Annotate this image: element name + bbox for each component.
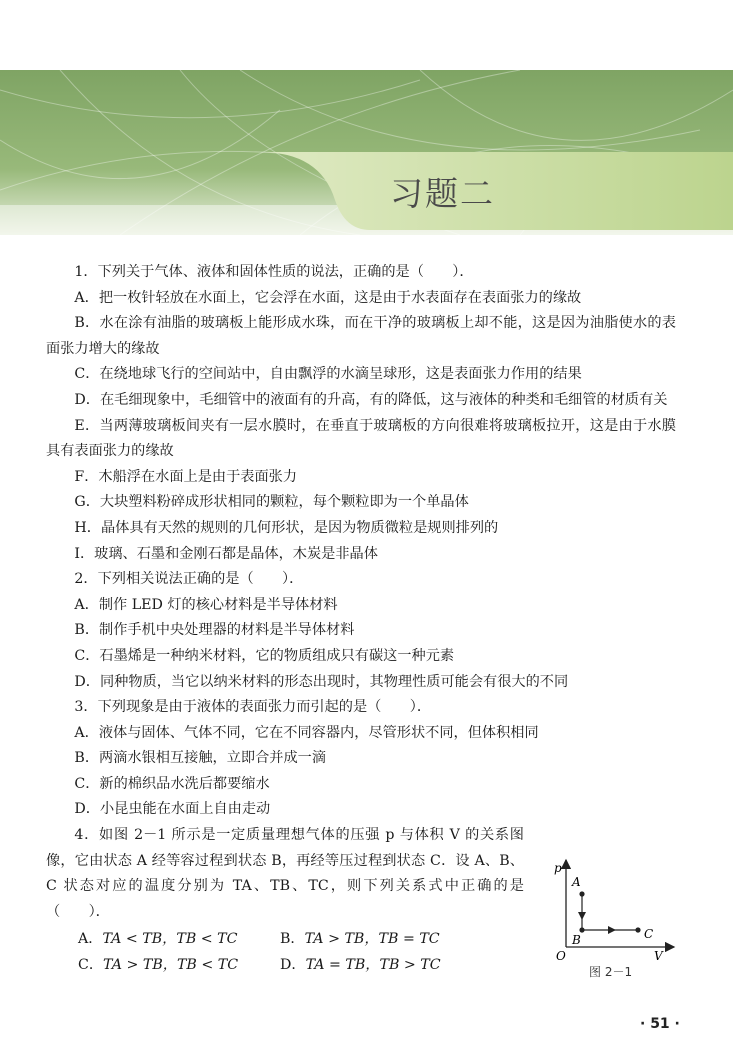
q1-option-d: D．在毛细现象中，毛细管中的液面有的升高，有的降低，这与液体的种类和毛细管的材质有关: [74, 391, 668, 408]
q1-option-h: H．晶体具有天然的规则的几何形状，是因为物质微粒是规则排列的: [74, 519, 499, 536]
point-a-label: A: [572, 875, 581, 889]
q2-option-c: C．石墨烯是一种纳米材料，它的物质组成只有碳这一种元素: [74, 647, 455, 664]
q1-option-c: C．在绕地球飞行的空间站中，自由飘浮的水滴呈球形，这是表面张力作用的结果: [74, 366, 582, 383]
q4-option-d: D．TA = TB，TB > TC: [280, 957, 441, 974]
point-b-dot: [579, 927, 584, 932]
q1-option-a: A．把一枚针轻放在水面上，它会浮在水面，这是由于水表面存在表面张力的缘故: [74, 289, 582, 306]
question-4-stem: 4．如图 2－1 所示是一定质量理想气体的压强 p 与体积 V 的关系图像，它由状态 A 经等容过程到状态 B，再经等压过程到状态 C．设 A、B、C 状态对应的温度分别为 TA、TB、TC，则下列关系式中正确的是（ ）．: [46, 827, 524, 920]
point-b-label: B: [572, 933, 581, 947]
q4-option-a: A．TA < TB，TB < TC: [78, 931, 238, 948]
q1-option-e: E．当两薄玻璃板间夹有一层水膜时，在垂直于玻璃板的方向很难将玻璃板拉开，这是由于水膜具有表面张力的缘故: [46, 417, 676, 460]
q1-option-g: G．大块塑料粉碎成形状相同的颗粒，每个颗粒即为一个单晶体: [74, 494, 469, 511]
q3-option-c: C．新的棉织品水洗后都要缩水: [74, 775, 270, 792]
q4-option-b: B．TA > TB，TB = TC: [280, 931, 440, 948]
figure-caption: 图 2－1: [589, 965, 633, 979]
q1-option-i: I．玻璃、石墨和金刚石都是晶体，木炭是非晶体: [74, 545, 378, 562]
page-number: · 51 ·: [640, 1016, 680, 1032]
q3-option-a: A．液体与固体、气体不同，它在不同容器内，尽管形状不同，但体积相同: [74, 724, 539, 741]
axis-y-label: p: [554, 861, 562, 875]
q2-option-a: A．制作 LED 灯的核心材料是半导体材料: [74, 596, 338, 613]
axis-x-label: V: [654, 949, 663, 963]
q2-option-b: B．制作手机中央处理器的材料是半导体材料: [74, 622, 355, 639]
question-4: [46, 823, 524, 925]
q2-option-d: D．同种物质，当它以纳米材料的形态出现时，其物理性质可能会有很大的不同: [74, 673, 569, 690]
arrow-down-marker: [578, 912, 586, 920]
q3-option-b: B．两滴水银相互接触，立即合并成一滴: [74, 750, 327, 767]
question-1: 1．下列关于气体、液体和固体性质的说法，正确的是（ ）．: [74, 264, 474, 280]
question-2: 2．下列相关说法正确的是（ ）．: [74, 571, 304, 588]
origin-label: O: [556, 949, 566, 963]
point-a-dot: [579, 891, 584, 896]
point-c-dot: [635, 927, 640, 932]
point-c-label: C: [644, 927, 654, 941]
question-3: 3．下列现象是由于液体的表面张力而引起的是（ ）．: [74, 699, 432, 716]
q3-option-d: D．小昆虫能在水面上自由走动: [74, 801, 271, 818]
q1-option-b: B．水在涂有油脂的玻璃板上能形成水珠，而在干净的玻璃板上却不能，这是因为油脂使水的表面张力增大的缘故: [46, 315, 676, 357]
arrow-right-marker: [608, 926, 616, 934]
chapter-banner: [0, 70, 733, 235]
exercise-title: 习题二: [390, 174, 495, 213]
q4-option-c: C．TA > TB，TB < TC: [78, 957, 239, 974]
q1-option-f: F．木船浮在水面上是由于表面张力: [74, 468, 298, 485]
